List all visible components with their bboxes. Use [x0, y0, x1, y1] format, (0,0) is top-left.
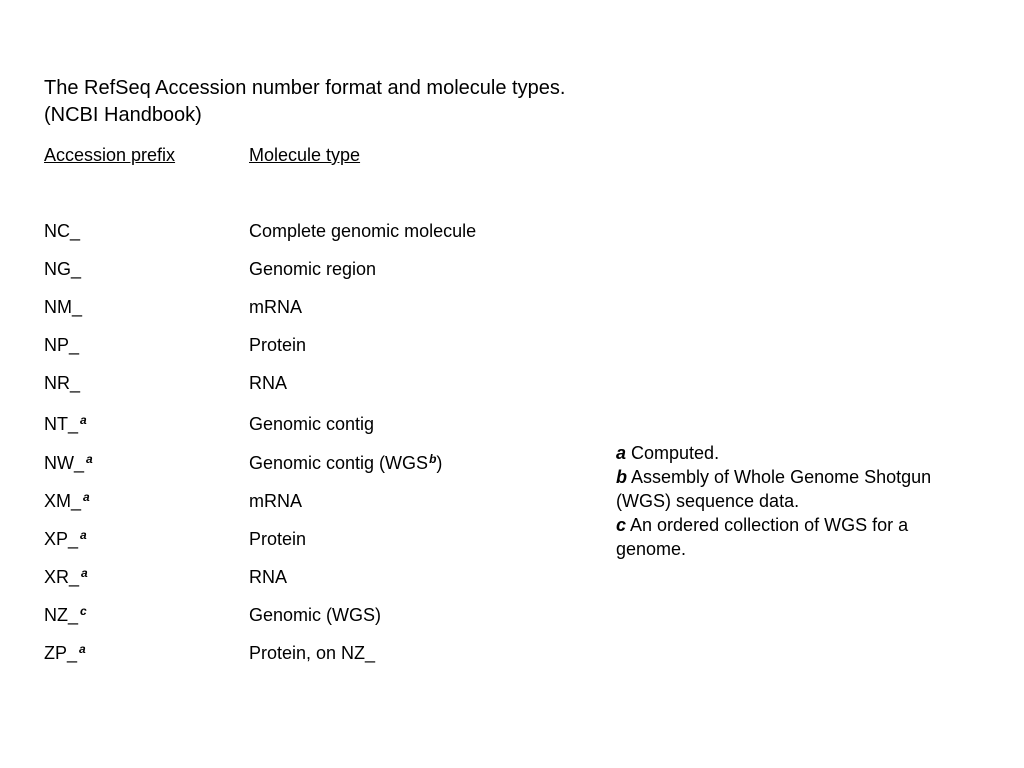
type-suffix: )	[436, 453, 443, 473]
prefix-text: NT_	[44, 414, 79, 434]
type-text: Complete genomic molecule	[249, 221, 477, 241]
table-row	[0, 604, 600, 628]
prefix-footnote-mark: a	[81, 566, 88, 580]
prefix-text: NM_	[44, 297, 83, 317]
molecule-type-cell	[249, 334, 307, 356]
table-row	[0, 372, 600, 396]
prefix-text: ZP_	[44, 643, 78, 663]
footnote-text: Assembly of Whole Genome Shotgun (WGS) sequence data.	[616, 467, 932, 511]
footnote-mark: c	[616, 515, 627, 535]
footnote-c	[616, 513, 976, 561]
page-title	[44, 75, 565, 129]
table-row	[0, 220, 600, 244]
prefix-text: NW_	[44, 453, 84, 473]
accession-prefix-cell	[44, 413, 87, 435]
type-text: Genomic region	[249, 259, 377, 279]
accession-prefix-cell	[44, 490, 90, 512]
footnotes	[616, 441, 976, 561]
prefix-text: NP_	[44, 335, 80, 355]
type-text: Protein	[249, 529, 307, 549]
accession-prefix-cell	[44, 296, 84, 318]
accession-prefix-cell	[44, 566, 88, 588]
prefix-text: NC_	[44, 221, 81, 241]
accession-prefix-cell	[44, 452, 93, 474]
molecule-type-cell	[249, 528, 307, 550]
prefix-text: NR_	[44, 373, 81, 393]
type-text: Protein	[249, 335, 307, 355]
prefix-footnote-mark: a	[80, 413, 87, 427]
prefix-text: XP_	[44, 529, 79, 549]
type-text: mRNA	[249, 491, 302, 511]
table-row	[0, 296, 600, 320]
prefix-text: NZ_	[44, 605, 79, 625]
prefix-text: NG_	[44, 259, 82, 279]
prefix-footnote-mark: a	[80, 528, 87, 542]
molecule-type-cell	[249, 642, 376, 664]
table-row	[0, 413, 600, 437]
table-row	[0, 334, 600, 358]
prefix-footnote-mark: c	[80, 604, 87, 618]
footnote-b	[616, 465, 976, 513]
molecule-type-cell	[249, 566, 288, 588]
accession-prefix-cell	[44, 334, 81, 356]
prefix-footnote-mark: a	[83, 490, 90, 504]
molecule-type-cell	[249, 604, 382, 626]
accession-prefix-cell	[44, 528, 87, 550]
prefix-text: XM_	[44, 491, 82, 511]
type-text: RNA	[249, 373, 288, 393]
table-row	[0, 566, 600, 590]
footnote-mark: b	[616, 467, 627, 487]
type-text: Genomic (WGS)	[249, 605, 382, 625]
molecule-type-cell	[249, 372, 288, 394]
type-text: RNA	[249, 567, 288, 587]
accession-prefix-cell	[44, 604, 87, 626]
footnote-text: Computed.	[626, 443, 720, 463]
molecule-type-cell	[249, 220, 477, 242]
title-line-1: The RefSeq Accession number format and molecule types.	[44, 77, 566, 99]
prefix-footnote-mark: a	[79, 642, 86, 656]
molecule-type-cell	[249, 413, 375, 435]
table-row	[0, 452, 600, 476]
title-line-2: (NCBI Handbook)	[44, 104, 202, 126]
type-text: Protein, on NZ_	[249, 643, 376, 663]
footnote-text: An ordered collection of WGS for a genome.	[616, 515, 909, 559]
accession-prefix-cell	[44, 642, 86, 664]
accession-prefix-cell	[44, 372, 82, 394]
footnote-a	[616, 441, 976, 465]
accession-prefix-cell	[44, 220, 82, 242]
molecule-type-cell	[249, 258, 377, 280]
prefix-text: XR_	[44, 567, 80, 587]
type-text: mRNA	[249, 297, 302, 317]
footnote-mark: a	[616, 443, 627, 463]
type-footnote-mark: b	[429, 452, 437, 466]
table-row	[0, 642, 600, 666]
column-header-accession-prefix: Accession prefix	[44, 145, 176, 165]
prefix-footnote-mark: a	[86, 452, 93, 466]
type-text: Genomic contig (WGS	[249, 453, 429, 473]
molecule-type-cell	[249, 452, 442, 474]
table-row	[0, 258, 600, 282]
column-header-molecule-type: Molecule type	[249, 145, 361, 165]
accession-prefix-cell	[44, 258, 83, 280]
table-row	[0, 490, 600, 514]
type-text: Genomic contig	[249, 414, 375, 434]
table-row	[0, 528, 600, 552]
molecule-type-cell	[249, 490, 303, 512]
molecule-type-cell	[249, 296, 303, 318]
